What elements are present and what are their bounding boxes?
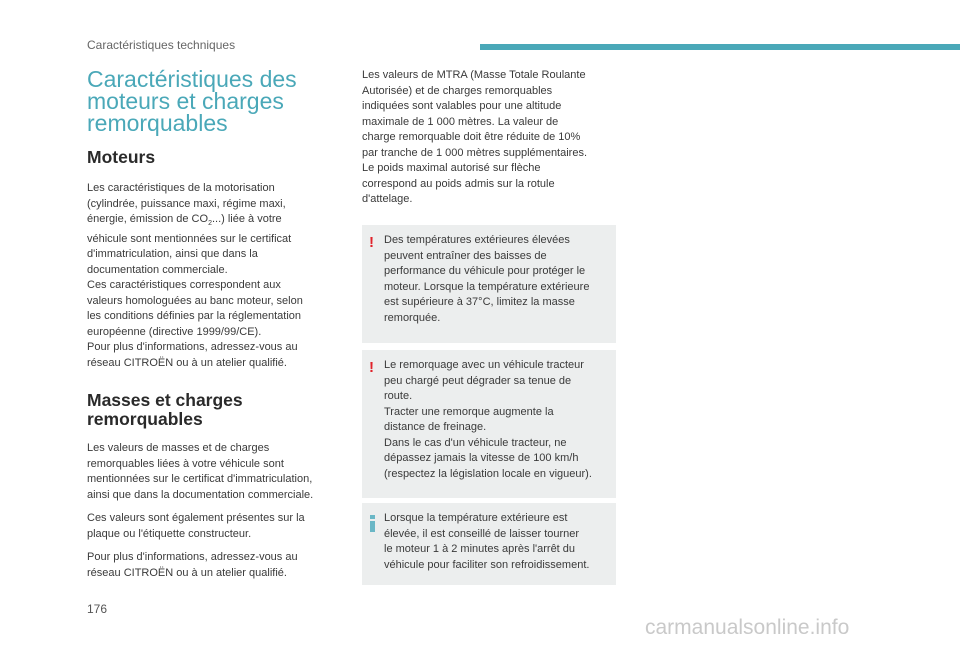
running-header: Caractéristiques techniques	[87, 38, 236, 52]
section-title: Caractéristiques des moteurs et charges remorquables	[87, 66, 297, 136]
warning-icon: !	[369, 359, 374, 376]
engines-heading: Moteurs	[87, 147, 156, 167]
warning-box-towing	[362, 350, 616, 498]
masses-paragraph-2: Ces valeurs sont également présentes sur la plaque ou l'étiquette constructeur.	[87, 512, 305, 540]
warning-text-temperature: Des températures extérieures élevées peuvent entraîner des baisses de performance du véhicule pour protéger le moteur. Lorsque la température extérieure est supérieure à 37°C, limitez la masse remorquée.	[384, 234, 590, 324]
mtra-paragraph: Les valeurs de MTRA (Masse Totale Roulante Autorisée) et de charges remorquables indiquées sont valables pour une altitude maximale de 1 000 mètres. La valeur de charge remorquable doit être réduite de 10% par tranche de 1 000 mètres supplémentaires. Le poids maximal autorisé sur flèche correspond au poids admis sur la rotule d'attelage.	[362, 69, 588, 205]
header-accent-bar	[480, 44, 960, 50]
info-text-cooling: Lorsque la température extérieure est élevée, il est conseillé de laisser tourner le moteur 1 à 2 minutes après l'arrêt du véhicule pour faciliter son refroidissement.	[384, 512, 590, 571]
engines-paragraph	[87, 181, 337, 371]
engines-paragraph-post: ...) liée à votre véhicule sont mentionnées sur le certificat d'immatriculation, ainsi que dans la documentation commerciale. Ces caractéristiques correspondent aux valeurs homologuées au banc moteur, selon les conditions définies par la réglementation européenne (directive 1999/99/CE). Pour plus d'informations, adressez-vous au réseau CITROËN ou à un atelier qualifié.	[87, 213, 303, 369]
warning-icon: !	[369, 234, 374, 251]
warning-text-towing: Le remorquage avec un véhicule tracteur peu chargé peut dégrader sa tenue de route. Tracter une remorque augmente la distance de freinage. Dans le cas d'un véhicule tracteur, ne dépassez jamais la vitesse de 100 km/h (respectez la législation locale en vigueur).	[384, 359, 592, 480]
info-box-cooling	[362, 503, 616, 585]
left-column	[87, 68, 337, 581]
watermark: carmanualsonline.info	[645, 616, 850, 639]
engines-paragraph-pre: Les caractéristiques de la motorisation (cylindrée, puissance maxi, régime maxi, énergie, émission de CO	[87, 182, 286, 225]
info-icon	[370, 515, 375, 532]
right-column	[362, 68, 617, 208]
warning-box-temperature	[362, 225, 616, 343]
masses-paragraph-3: Pour plus d'informations, adressez-vous au réseau CITROËN ou à un atelier qualifié.	[87, 551, 298, 579]
masses-heading: Masses et charges remorquables	[87, 390, 243, 430]
co2-subscript: 2	[208, 220, 212, 228]
masses-paragraph-1: Les valeurs de masses et de charges remorquables liées à votre véhicule sont mentionnées sur le certificat d'immatriculation, ainsi que dans la documentation commerciale.	[87, 442, 314, 501]
page-number: 176	[87, 602, 108, 616]
